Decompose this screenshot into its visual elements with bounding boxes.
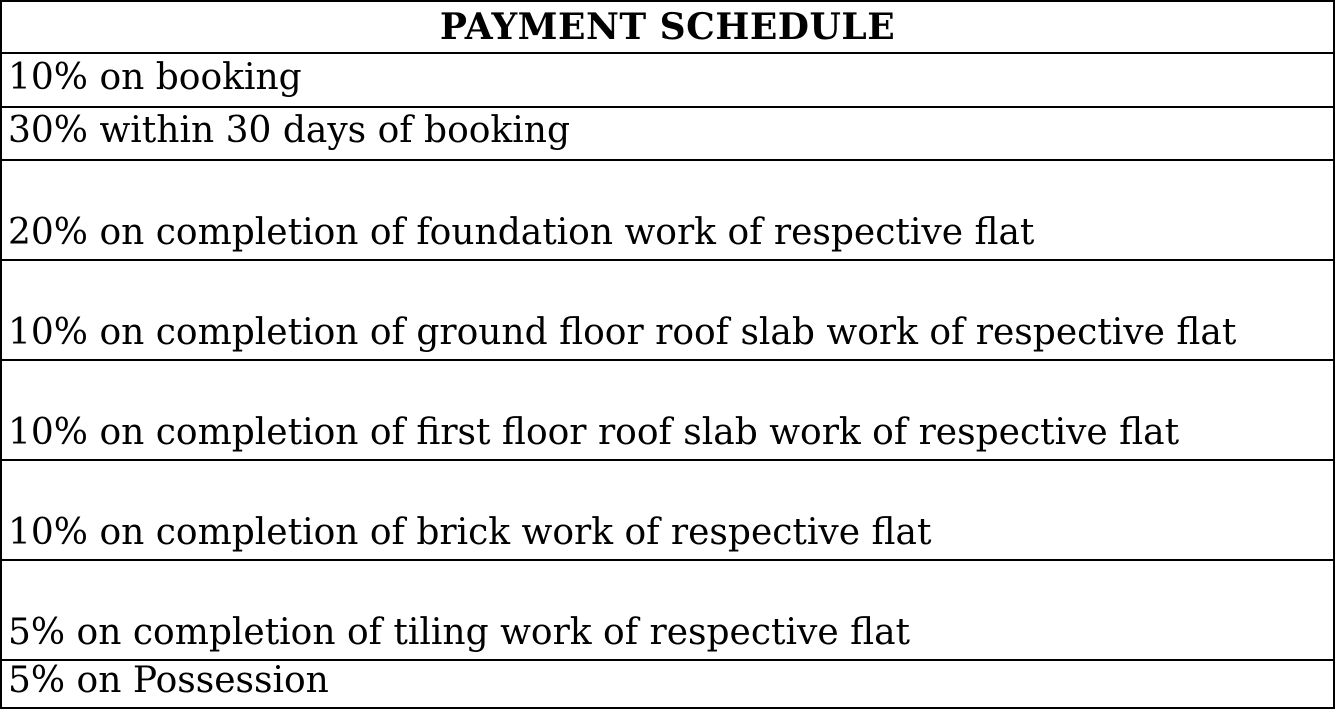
schedule-item: 5% on Possession [8,660,329,701]
schedule-item: 30% within 30 days of booking [8,110,570,151]
table-row [2,461,1333,561]
table-row [2,161,1333,261]
table-row [2,108,1333,161]
schedule-item: 10% on completion of ground floor roof slab work of respective flat [8,312,1237,353]
schedule-item: 10% on completion of brick work of respective flat [8,512,932,553]
table-header [2,2,1333,54]
table-row [2,661,1333,709]
table-row [2,54,1333,108]
table-row [2,561,1333,661]
schedule-item: 5% on completion of tiling work of respective flat [8,612,911,653]
schedule-item: 10% on booking [8,57,302,98]
table-title: PAYMENT SCHEDULE [439,6,896,48]
table-row [2,361,1333,461]
table-row [2,261,1333,361]
schedule-item: 10% on completion of first floor roof slab work of respective flat [8,412,1180,453]
schedule-item: 20% on completion of foundation work of respective flat [8,212,1035,253]
